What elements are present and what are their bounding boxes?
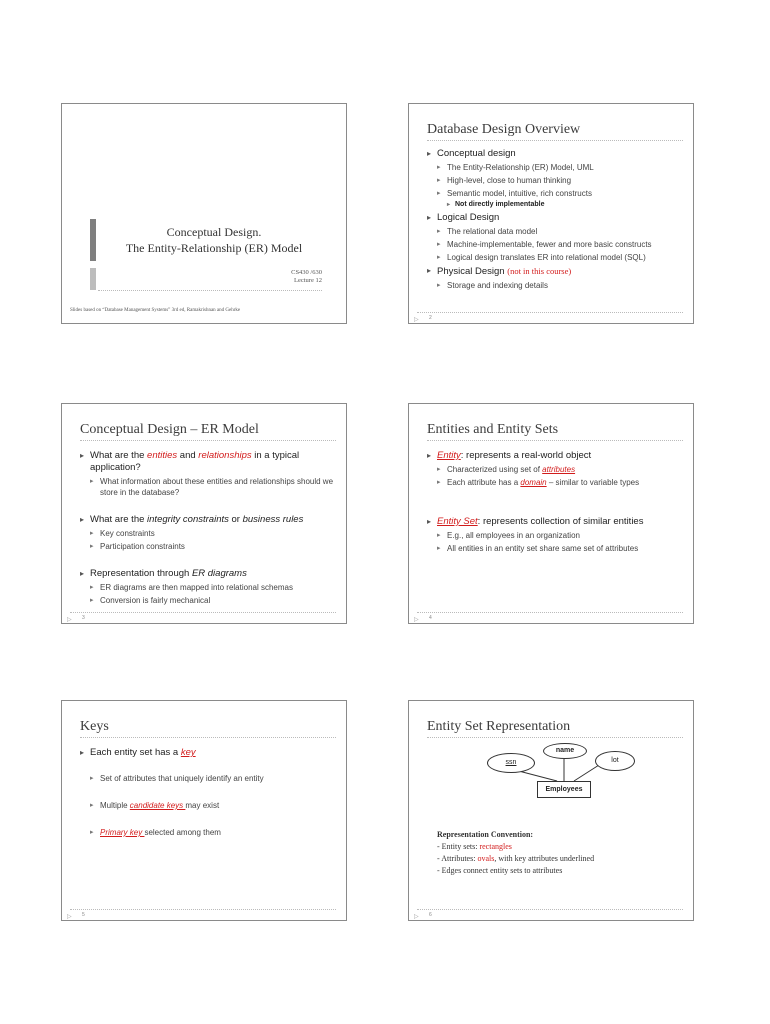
slide-4-title: Entities and Entity Sets bbox=[427, 422, 559, 437]
sub-bullet: ▸ Multiple candidate keys may exist bbox=[80, 800, 334, 811]
title-rule bbox=[427, 140, 683, 141]
attribute-name-oval: name bbox=[543, 743, 587, 759]
bullet: ▸ Entity Set: represents collection of similar entities bbox=[427, 516, 681, 528]
page-arrow-icon: ▷ bbox=[414, 914, 419, 920]
sub-bullet: ▸ Storage and indexing details bbox=[427, 280, 681, 291]
page-number: 4 bbox=[429, 615, 432, 621]
slide-2-title: Database Design Overview bbox=[427, 122, 581, 137]
sub-bullet: ▸ Key constraints bbox=[80, 528, 334, 539]
attribute-lot-oval: lot bbox=[595, 751, 635, 771]
page-arrow-icon: ▷ bbox=[67, 914, 72, 920]
attribute-ssn-oval: ssn bbox=[487, 753, 535, 773]
slide-1-title: Conceptual Design. The Entity-Relationship (ER) Model bbox=[125, 225, 303, 255]
sub-bullet: ▸ Each attribute has a domain – similar to variable types bbox=[427, 477, 681, 488]
slide-5-body bbox=[80, 745, 334, 838]
footer-rule bbox=[417, 312, 683, 313]
sub-sub-bullet: ▸ Not directly implementable bbox=[427, 200, 681, 210]
slide-3-body bbox=[80, 448, 334, 606]
er-connectors bbox=[409, 701, 695, 922]
slide-2 bbox=[408, 103, 694, 324]
page-arrow-icon: ▷ bbox=[414, 617, 419, 623]
footer-rule bbox=[70, 612, 336, 613]
sub-bullet: ▸ Primary key selected among them bbox=[80, 827, 334, 838]
page-arrow-icon: ▷ bbox=[67, 617, 72, 623]
bullet: ▸ Logical Design bbox=[427, 212, 681, 224]
title-rule bbox=[427, 440, 683, 441]
slide-3-title: Conceptual Design – ER Model bbox=[80, 422, 259, 437]
sub-bullet: ▸ The relational data model bbox=[427, 226, 681, 237]
sub-bullet: ▸ High-level, close to human thinking bbox=[427, 175, 681, 186]
sub-bullet: ▸ Logical design translates ER into relational model (SQL) bbox=[427, 252, 681, 263]
slide-2-body bbox=[427, 146, 681, 291]
slide-3 bbox=[61, 403, 347, 624]
representation-convention: Representation Convention: - Entity sets: rectangles - Attributes: ovals, with key attributes underlined - Edges connect entity sets to attributes bbox=[437, 830, 595, 875]
bullet: ▸ Conceptual design bbox=[427, 148, 681, 160]
bullet: ▸ What are the integrity constraints or business rules bbox=[80, 514, 334, 526]
sub-bullet: ▸ Machine-implementable, fewer and more basic constructs bbox=[427, 239, 681, 250]
sub-bullet: ▸ Participation constraints bbox=[80, 541, 334, 552]
page-number: 3 bbox=[82, 615, 85, 621]
sub-bullet: ▸ All entities in an entity set share same set of attributes bbox=[427, 543, 681, 554]
edge-lot bbox=[574, 765, 599, 781]
bullet: ▸ Representation through ER diagrams bbox=[80, 568, 334, 580]
sub-bullet: ▸ Characterized using set of attributes bbox=[427, 464, 681, 475]
title-rule bbox=[80, 440, 336, 441]
slide-5 bbox=[61, 700, 347, 921]
slide-4 bbox=[408, 403, 694, 624]
sub-bullet: ▸ Semantic model, intuitive, rich constructs bbox=[427, 188, 681, 199]
footer-rule bbox=[70, 909, 336, 910]
info-accent-bar bbox=[90, 268, 96, 290]
page-number: 5 bbox=[82, 912, 85, 918]
sub-bullet: ▸ E.g., all employees in an organization bbox=[427, 530, 681, 541]
title-accent-bar bbox=[90, 219, 96, 261]
sub-bullet: ▸ Conversion is fairly mechanical bbox=[80, 595, 334, 606]
page-number: 2 bbox=[429, 315, 432, 321]
footer-rule bbox=[417, 612, 683, 613]
sub-bullet: ▸ ER diagrams are then mapped into relational schemas bbox=[80, 582, 334, 593]
sub-bullet: ▸ The Entity-Relationship (ER) Model, UML bbox=[427, 162, 681, 173]
bullet: ▸ Each entity set has a key bbox=[80, 747, 334, 759]
page-number: 6 bbox=[429, 912, 432, 918]
sub-bullet: ▸ What information about these entities and relationships should we store in the database? bbox=[80, 476, 334, 498]
slide-6-title: Entity Set Representation bbox=[427, 719, 571, 734]
page-arrow-icon: ▷ bbox=[414, 317, 419, 323]
course-info: CS430 /630 Lecture 12 bbox=[291, 269, 322, 284]
bullet: ▸ What are the entities and relationships in a typical application? bbox=[80, 450, 334, 474]
slide-4-body bbox=[427, 448, 681, 554]
slide-5-title: Keys bbox=[80, 719, 109, 734]
title-rule bbox=[80, 737, 336, 738]
slide-credit: Slides based on “Database Management Systems” 3rd ed, Ramakrishnan and Gehrke bbox=[70, 308, 241, 313]
bullet: ▸ Entity: represents a real-world object bbox=[427, 450, 681, 462]
entity-employees-rectangle: Employees bbox=[537, 781, 591, 798]
sub-bullet: ▸ Set of attributes that uniquely identify an entity bbox=[80, 773, 334, 784]
slide-6 bbox=[408, 700, 694, 921]
footer-rule bbox=[417, 909, 683, 910]
info-rule bbox=[98, 290, 322, 291]
slide-1 bbox=[61, 103, 347, 324]
note: (not in this course) bbox=[507, 266, 572, 276]
bullet: ▸ Physical Design (not in this course) bbox=[427, 265, 681, 278]
